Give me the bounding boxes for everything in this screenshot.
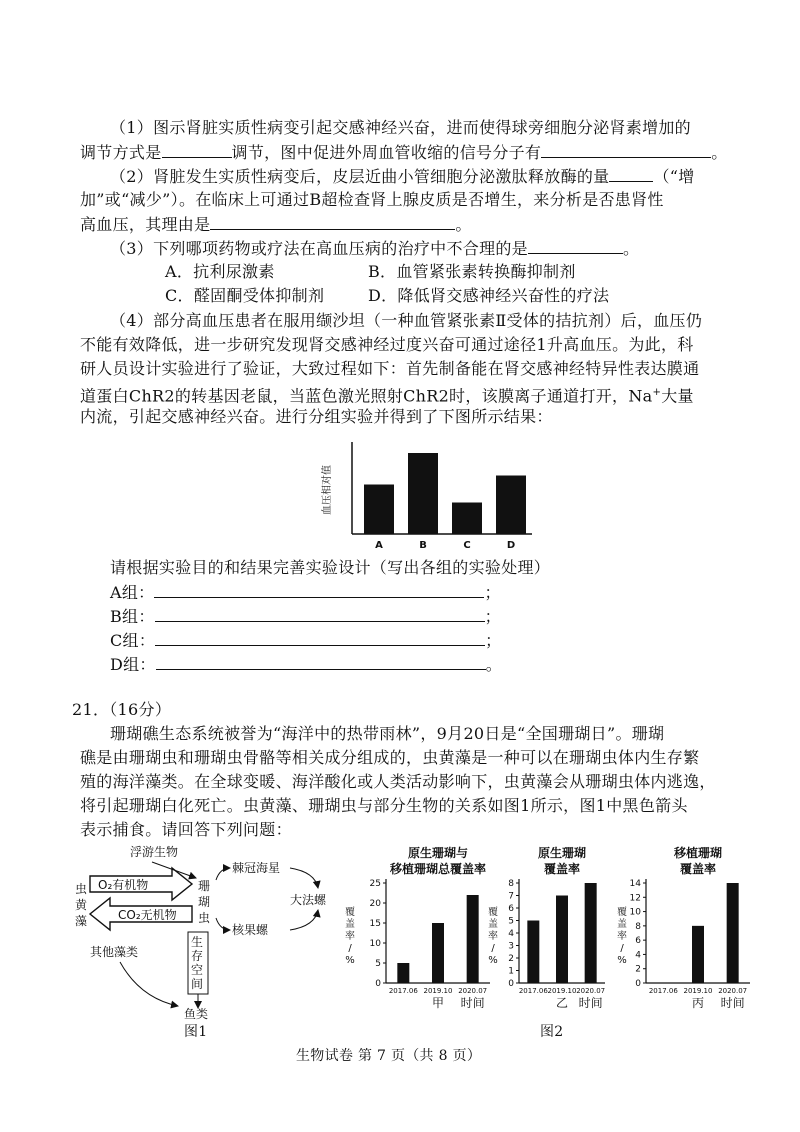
y-axis-label: 盖 (617, 919, 627, 930)
bar (496, 476, 526, 535)
other-algae-label: 其他藻类 (90, 945, 139, 959)
arrow-algae-fish (120, 962, 178, 1006)
group-end: ； (485, 631, 502, 650)
option-a[interactable]: A．抗利尿激素 (165, 262, 275, 281)
arrow-drupella-triton (290, 910, 318, 930)
q20-part1-line2 (80, 142, 728, 163)
group-end: 。 (485, 655, 503, 674)
bar (467, 895, 479, 983)
y-tick-label: 15 (369, 919, 381, 929)
answer-blank[interactable] (210, 214, 455, 230)
y-axis-label: 率 (345, 931, 355, 942)
y-axis-label: / (620, 943, 624, 954)
q20-part4-line3: 研人员设计实验进行了验证，大致过程如下：首先制备能在肾交感神经特异性表达膜通 (80, 359, 700, 378)
group-label: B组： (110, 607, 155, 626)
y-axis-label: 血压相对值 (322, 465, 333, 515)
coral-polyp-label (198, 879, 210, 925)
transplanted-coral-coverage-chart (612, 845, 762, 1010)
option-d[interactable]: D．降低肾交感神经兴奋性的疗法 (368, 286, 610, 305)
chart-title-line: 覆盖率 (679, 862, 717, 876)
q21-line3: 殖的海洋藻类。在全球变暖、海洋酸化或人类活动影响下，虫黄藻会从珊瑚虫体内逃逸， (80, 772, 716, 791)
q20-part1-line1: （1）图示肾脏实质性病变引起交感神经兴奋，进而使得球旁细胞分泌肾素增加的 (110, 118, 691, 137)
native-coral-coverage-chart (485, 845, 613, 1010)
group-answer-row (110, 654, 502, 675)
y-axis-label: / (348, 943, 352, 954)
coral-char-3: 虫 (198, 911, 211, 925)
x-tick-label: B (419, 540, 427, 551)
superscript: + (652, 387, 662, 398)
space-char-4: 间 (191, 977, 204, 991)
q20-part2-text-c: 高血压，其理由是 (80, 215, 211, 234)
y-tick-label: 5 (508, 916, 514, 927)
x-tick-label: 2020.07 (576, 987, 606, 995)
coral-total-coverage-chart (340, 845, 500, 1010)
x-tick-label: C (463, 540, 471, 551)
experiment-prompt: 请根据实验目的和结果完善实验设计（写出各组的实验处理） (110, 558, 551, 577)
y-axis-label: % (488, 955, 498, 966)
figure1-diagram (60, 838, 360, 1038)
bar (727, 883, 739, 983)
y-tick-label: 2 (508, 954, 514, 964)
x-tick-label: 2020.07 (458, 987, 488, 995)
q20-part3-line (110, 238, 639, 259)
living-space-label (191, 934, 203, 991)
q20-part1-text-a: 调节方式是 (80, 143, 162, 162)
starfish-label: 棘冠海星 (232, 861, 281, 875)
y-tick-label: 20 (369, 899, 381, 909)
group-end: ； (484, 607, 501, 626)
x-axis-label: 时间 (578, 996, 603, 1010)
y-tick-label: 0 (375, 979, 381, 989)
space-char-3: 空 (191, 963, 204, 977)
answer-blank[interactable] (162, 142, 232, 158)
y-axis-label: % (345, 955, 355, 966)
y-tick-label: 4 (508, 929, 514, 939)
q20-part3-end: 。 (622, 239, 640, 258)
y-tick-label: 3 (508, 941, 514, 952)
figure2-caption: 图2 (540, 1024, 564, 1040)
answer-blank[interactable] (154, 582, 484, 598)
q20-part2-line1 (110, 166, 695, 187)
answer-blank[interactable] (155, 630, 485, 646)
q20-part4-text-b: 大量 (661, 386, 694, 406)
group-label: A组： (110, 583, 155, 602)
answer-blank[interactable] (541, 142, 711, 158)
x-axis-label: 时间 (720, 996, 745, 1010)
figure1-caption: 图1 (184, 1024, 208, 1040)
y-tick-label: 6 (508, 904, 514, 914)
zoox-char-1: 虫 (75, 882, 88, 896)
q20-part1-text-b: 调节，图中促进外周血管收缩的信号分子有 (231, 143, 542, 162)
x-tick-label: 2019.10 (683, 987, 713, 995)
option-b[interactable]: B．血管紧张素转换酶抑制剂 (368, 262, 576, 281)
panel-label: 乙 (555, 996, 569, 1010)
coral-char-2: 瑚 (198, 895, 211, 909)
x-tick-label: 2019.10 (423, 987, 453, 995)
drupella-label: 核果螺 (232, 923, 269, 937)
arrow-coral-starfish (216, 868, 230, 880)
chart-title-line: 移植珊瑚 (673, 846, 723, 860)
group-label: D组： (110, 655, 156, 674)
q20-part4-text-a: 道蛋白ChR2的转基因老鼠，当蓝色激光照射ChR2时，该膜离子通道打开，Na (80, 386, 653, 406)
q20-part2-text-a: （2）肾脏发生实质性病变后，皮层近曲小管细胞分泌激肽释放酶的量 (110, 167, 610, 186)
chart-title-line: 原生珊瑚与 (407, 846, 469, 860)
page-footer: 生物试卷 第 7 页（共 8 页） (296, 1048, 482, 1064)
bar (527, 921, 539, 984)
x-tick-label: 2017.06 (388, 987, 418, 995)
space-char-2: 存 (191, 949, 204, 963)
y-tick-label: 14 (629, 879, 641, 889)
y-tick-label: 8 (635, 921, 641, 932)
answer-blank[interactable] (528, 238, 623, 254)
x-tick-label: D (506, 540, 516, 551)
y-tick-label: 2 (635, 964, 641, 975)
answer-blank[interactable] (155, 606, 485, 622)
x-axis-label: 时间 (460, 996, 485, 1010)
x-tick-label: 2019.10 (547, 987, 577, 995)
bar (585, 883, 597, 983)
panel-label: 丙 (691, 996, 705, 1010)
bar (408, 453, 438, 534)
option-c[interactable]: C．醛固酮受体抑制剂 (165, 286, 325, 305)
q20-part2-end: 。 (455, 215, 472, 234)
bar (556, 896, 568, 984)
panel-label: 甲 (431, 996, 445, 1010)
y-axis-label: 率 (617, 931, 627, 942)
x-tick-label: 2017.06 (648, 987, 678, 995)
q20-part4-line5: 内流，引起交感神经兴奋。进行分组实验并得到了下图所示结果： (80, 407, 553, 426)
y-axis-label: 率 (488, 931, 498, 942)
y-tick-label: 1 (508, 966, 514, 977)
answer-blank[interactable] (609, 166, 653, 182)
group-answer-row (110, 606, 501, 627)
chart-title-line: 覆盖率 (543, 862, 581, 876)
bar (432, 923, 444, 983)
x-tick-label: 2017.06 (518, 987, 548, 995)
q20-part3-text: （3）下列哪项药物或疗法在高血压病的治疗中不合理的是 (110, 239, 528, 258)
group-answer-row (110, 582, 501, 603)
bar (397, 963, 409, 983)
bar (692, 926, 704, 983)
q20-part2-line2: 加”或“减少”）。在临床上可通过B超检查肾上腺皮质是否增生，来分析是否患肾性 (80, 190, 664, 209)
arrow-coral-drupella (216, 918, 230, 930)
q21-line5: 表示捕食。请回答下列问题： (80, 820, 292, 839)
space-char-1: 生 (191, 935, 204, 949)
y-axis-label: 覆 (617, 907, 627, 918)
group-end: ； (484, 583, 501, 602)
q20-part4-line2: 不能有效降低，进一步研究发现肾交感神经过度兴奋可通过途径1升高血压。为此，科 (80, 335, 694, 354)
q21-line4: 将引起珊瑚白化死亡。虫黄藻、珊瑚虫与部分生物的关系如图1所示，图1中黑色箭头 (80, 796, 688, 815)
y-tick-label: 7 (508, 891, 514, 902)
zooxanthellae-label (75, 881, 88, 928)
q21-heading: 21．（16分） (72, 700, 172, 719)
y-tick-label: 10 (369, 939, 381, 949)
y-tick-label: 25 (369, 879, 381, 889)
y-tick-label: 12 (629, 893, 641, 904)
plankton-label: 浮游生物 (130, 845, 179, 859)
zoox-char-2: 黄 (75, 898, 88, 912)
x-tick-label: 2020.07 (718, 987, 748, 995)
x-tick-label: A (375, 540, 383, 551)
y-tick-label: 4 (635, 950, 641, 961)
fish-label: 鱼类 (184, 1007, 209, 1021)
triton-label: 大法螺 (290, 893, 327, 907)
y-axis-label: 覆 (345, 907, 355, 918)
y-tick-label: 0 (508, 979, 514, 989)
y-tick-label: 8 (508, 879, 514, 889)
q20-part4-line4 (80, 383, 694, 406)
y-tick-label: 6 (635, 936, 641, 947)
y-axis-label: 盖 (488, 919, 498, 930)
q20-part2-text-b: （“增 (653, 167, 695, 186)
bar (364, 485, 394, 535)
group-answer-row (110, 630, 501, 651)
q20-part4-line1: （4）部分高血压患者在服用缬沙坦（一种血管紧张素Ⅱ受体的拮抗剂）后，血压仍 (110, 311, 703, 330)
y-axis-label: 覆 (488, 907, 498, 918)
y-tick-label: 0 (635, 979, 641, 989)
chart-title-line: 移植珊瑚总覆盖率 (389, 862, 487, 876)
q20-part1-end: 。 (711, 143, 728, 162)
co2-label: CO₂无机物 (118, 908, 177, 922)
answer-blank[interactable] (156, 654, 486, 670)
bar (452, 503, 482, 535)
q21-line1: 珊瑚礁生态系统被誉为“海洋中的热带雨林”，9月20日是“全国珊瑚日”。珊瑚 (110, 724, 665, 743)
q21-line2: 礁是由珊瑚虫和珊瑚虫骨骼等相关成分组成的，虫黄藻是一种可以在珊瑚虫体内生存繁 (80, 748, 700, 767)
zoox-char-3: 藻 (75, 914, 88, 928)
blood-pressure-chart (312, 434, 544, 554)
o2-label: O₂有机物 (98, 878, 149, 892)
coral-char-1: 珊 (198, 879, 211, 893)
y-axis-label: / (491, 943, 495, 954)
y-axis-label: 盖 (345, 919, 355, 930)
q20-part2-line3 (80, 214, 472, 235)
arrow-starfish-triton (290, 868, 318, 888)
group-label: C组： (110, 631, 156, 650)
y-tick-label: 5 (375, 959, 381, 969)
y-axis-label: % (617, 955, 627, 966)
y-tick-label: 10 (629, 907, 641, 918)
chart-title-line: 原生珊瑚 (537, 846, 587, 860)
